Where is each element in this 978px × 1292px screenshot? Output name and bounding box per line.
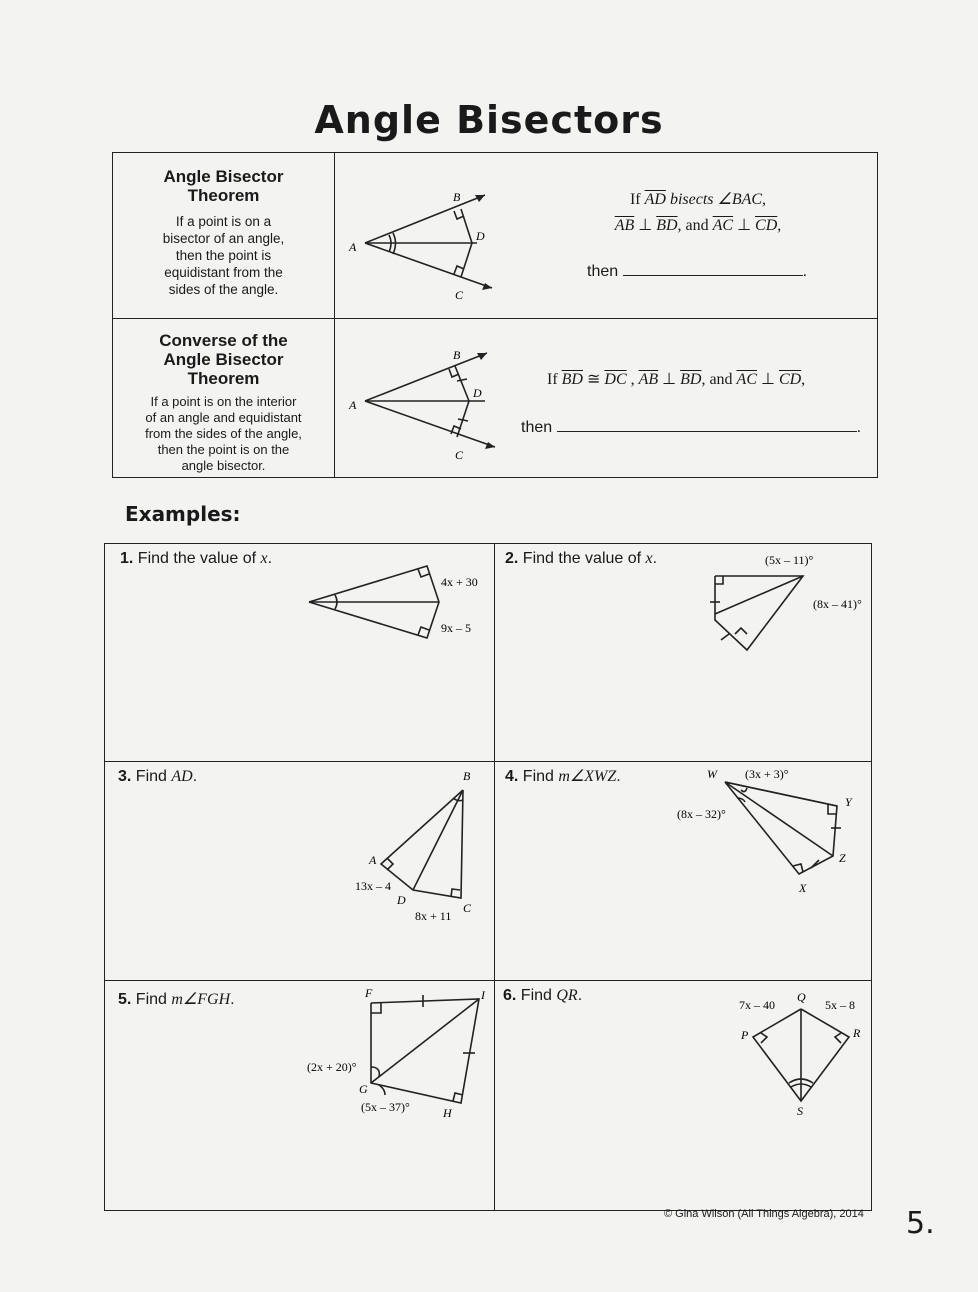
theorem-description: If a point is on a bisector of an angle, then the point is equidistant from the sides of the angle.	[162, 214, 285, 297]
svg-text:(3x + 3)°: (3x + 3)°	[745, 767, 789, 781]
svg-text:R: R	[853, 1026, 861, 1040]
then-blank: then .	[587, 263, 808, 280]
svg-text:13x – 4: 13x – 4	[355, 879, 391, 893]
svg-text:(5x – 37)°: (5x – 37)°	[361, 1100, 410, 1114]
example-2-figure	[695, 552, 871, 662]
svg-text:P: P	[741, 1028, 749, 1042]
converse-figure	[337, 319, 537, 477]
then-blank: then .	[521, 419, 862, 436]
answer-blank[interactable]	[557, 431, 857, 432]
theorem-description: If a point is on the interior of an angle and equidistant from the sides of the angle, then the point is on the angle bisector.	[145, 394, 302, 473]
svg-text:G: G	[359, 1082, 368, 1096]
example-6-figure	[719, 989, 871, 1119]
svg-text:7x – 40: 7x – 40	[739, 998, 775, 1012]
example-6	[495, 981, 871, 1210]
svg-text:H: H	[443, 1106, 452, 1120]
example-prompt: 6. Find QR.	[503, 987, 583, 1004]
examples-heading: Examples:	[125, 502, 241, 526]
svg-text:Z: Z	[839, 851, 846, 865]
svg-text:A: A	[349, 398, 357, 412]
example-prompt: 3. Find AD.	[118, 768, 198, 785]
svg-text:(2x + 20)°: (2x + 20)°	[307, 1060, 357, 1074]
example-prompt: 2. Find the value of x.	[505, 550, 658, 567]
svg-text:W: W	[707, 767, 717, 781]
svg-text:D: D	[397, 893, 406, 907]
example-5	[105, 981, 494, 1210]
svg-text:D: D	[473, 386, 482, 400]
svg-text:Y: Y	[845, 795, 852, 809]
svg-text:B: B	[453, 348, 461, 362]
svg-text:F: F	[365, 986, 373, 1000]
svg-text:5x – 8: 5x – 8	[825, 998, 855, 1012]
example-1	[105, 544, 494, 761]
svg-text:(5x – 11)°: (5x – 11)°	[765, 553, 814, 567]
example-prompt: 1. Find the value of x.	[120, 550, 273, 567]
example-3-figure	[345, 766, 485, 946]
example-1-figure	[305, 558, 490, 648]
theorem-row	[113, 153, 877, 319]
example-4-figure	[673, 762, 871, 902]
svg-text:X: X	[799, 881, 807, 895]
svg-text:I: I	[481, 988, 485, 1002]
angle-bisector-figure	[337, 153, 537, 319]
svg-text:D: D	[476, 229, 485, 243]
theorems-table	[112, 152, 878, 478]
copyright: © Gina Wilson (All Things Algebra), 2014	[664, 1208, 864, 1220]
svg-text:B: B	[453, 190, 461, 204]
svg-text:C: C	[455, 448, 464, 462]
svg-text:S: S	[797, 1104, 803, 1118]
svg-text:B: B	[463, 769, 471, 783]
theorem-name-cell	[113, 319, 335, 477]
example-2	[495, 544, 871, 761]
example-prompt: 5. Find m∠FGH.	[118, 991, 235, 1008]
svg-text:(8x – 32)°: (8x – 32)°	[677, 807, 726, 821]
example-prompt: 4. Find m∠XWZ.	[505, 768, 621, 785]
examples-grid	[104, 543, 872, 1211]
converse-statement: If $\overline{BD}$ ≅ $\overline{DC}$ , $\overline{AB}$ ⊥ $\overline{BD}$, and $\overline{AC}$ ⊥ $\overline{CD}$,	[547, 371, 806, 388]
svg-text:8x + 11: 8x + 11	[415, 909, 452, 923]
svg-text:A: A	[349, 240, 357, 254]
example-3	[105, 762, 494, 980]
theorem-name: Converse of the Angle Bisector Theorem	[159, 331, 288, 388]
page-title: Angle Bisectors	[314, 98, 664, 142]
svg-text:C: C	[463, 901, 472, 915]
theorem-statement: If $\overline{AD}$ bisects ∠BAC, $\overline{AB}$ ⊥ $\overline{BD}$, and $\overline{AC}$ ⊥ $\overline{CD}$,	[614, 191, 782, 234]
theorem-name: Angle Bisector Theorem	[163, 167, 284, 205]
svg-text:Q: Q	[797, 990, 806, 1004]
svg-text:4x + 30: 4x + 30	[441, 575, 478, 589]
answer-blank[interactable]	[623, 275, 803, 276]
svg-text:(8x – 41)°: (8x – 41)°	[813, 597, 862, 611]
page-number: 5.	[906, 1206, 935, 1241]
example-4	[495, 762, 871, 980]
theorem-row	[113, 319, 877, 477]
svg-text:9x – 5: 9x – 5	[441, 621, 471, 635]
theorem-name-cell	[113, 153, 335, 318]
svg-text:C: C	[455, 288, 464, 302]
example-5-figure	[305, 985, 494, 1125]
svg-text:A: A	[369, 853, 377, 867]
